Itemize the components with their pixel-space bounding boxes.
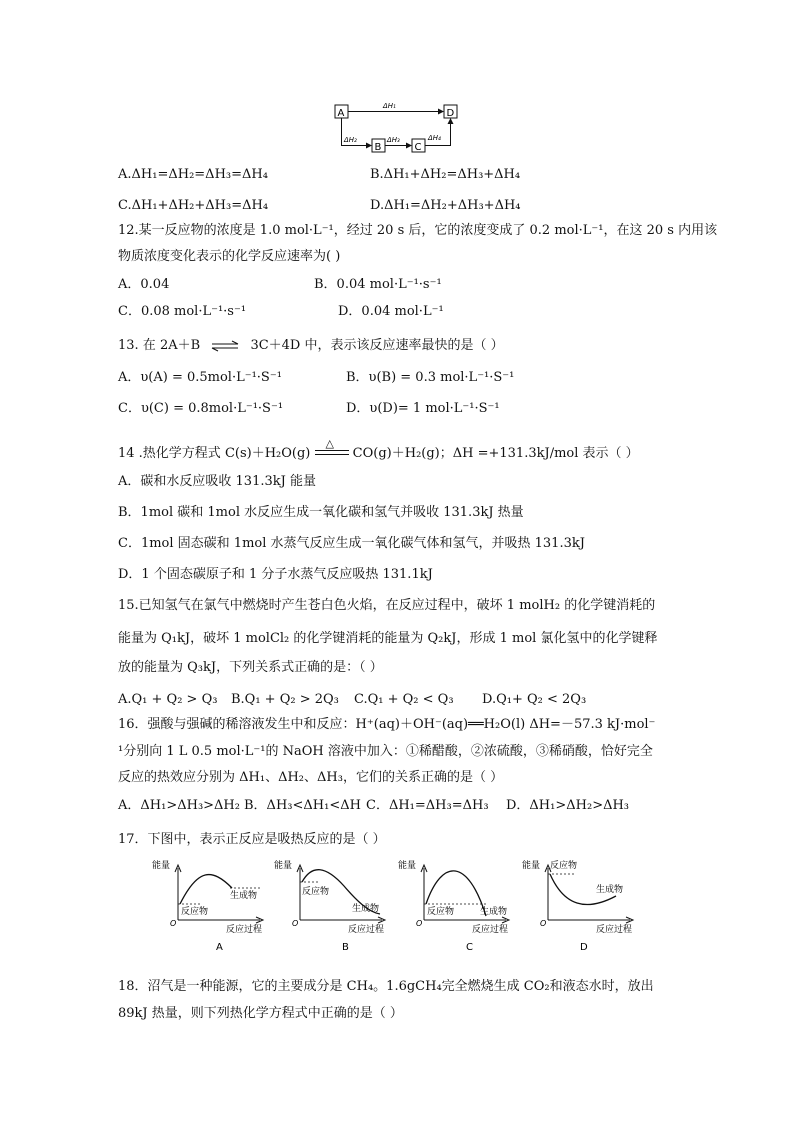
q14-option-a: A．碳和水反应吸收 131.3kJ 能量: [118, 474, 316, 489]
q14-option-c: C．1mol 固态碳和 1mol 水蒸气反应生成一氧化碳气体和氢气，并吸热 131.3kJ: [118, 536, 585, 551]
reactant-label: 反应物: [302, 887, 330, 897]
box-b-label: B: [374, 142, 382, 153]
x-axis-label: 反应过程: [348, 925, 385, 935]
q15-option-d: D.Q₁+ Q₂ < 2Q₃: [482, 692, 587, 707]
q13-option-b: B．υ(B) = 0.3 mol·L⁻¹·S⁻¹: [346, 370, 515, 385]
reactant-label: 反应物: [427, 907, 455, 917]
q12-options-row2: [118, 303, 444, 321]
q12-option-d: D．0.04 mol·L⁻¹: [338, 304, 444, 319]
q14-stem-pre: 14 .热化学方程式 C(s)＋H₂O(g): [118, 446, 311, 461]
box-d-label: D: [446, 108, 455, 119]
energy-diagram-c: [396, 856, 516, 956]
q16-option-b: B．ΔH₃<ΔH₁<ΔH: [244, 798, 361, 813]
q13-stem-post: 3C＋4D 中，表示该反应速率最快的是（ ）: [250, 338, 504, 353]
q11-option-b: B.ΔH₁+ΔH₂=ΔH₃+ΔH₄: [370, 167, 521, 182]
dh3-label: ΔH₃: [387, 136, 400, 144]
q15-stem-line2: 能量为 Q₁kJ，破坏 1 molCl₂ 的化学键消耗的能量为 Q₂kJ，形成 1 mol 氯化氢中的化学键释: [118, 631, 658, 646]
q15-option-a: A.Q₁ + Q₂ > Q₃: [118, 692, 218, 707]
enthalpy-cycle-diagram: [326, 100, 466, 160]
caption-c: C: [466, 942, 473, 953]
q11-option-c: C.ΔH₁+ΔH₂+ΔH₃=ΔH₄: [118, 198, 269, 213]
caption-a: A: [216, 942, 223, 953]
q16-option-c: C．ΔH₁=ΔH₃=ΔH₃: [366, 798, 489, 813]
y-axis-label: 能量: [152, 861, 171, 871]
q11-options-row1: [118, 166, 521, 184]
energy-diagram-d: [520, 856, 640, 956]
origin-label: O: [540, 919, 547, 928]
product-label: 生成物: [480, 907, 508, 917]
q16-stem-line1: 16．强酸与强碱的稀溶液发生中和反应：H⁺(aq)＋OH⁻(aq)══H₂O(l) ΔH=－57.3 kJ·mol⁻: [118, 717, 656, 732]
q12-option-b: B．0.04 mol·L⁻¹·s⁻¹: [314, 277, 442, 292]
equilibrium-arrow-icon: [210, 340, 240, 352]
q18-stem-line2: 89kJ 热量，则下列热化学方程式中正确的是（ ）: [118, 1006, 403, 1021]
q15-options-row: [118, 691, 587, 709]
q17-stem: 17．下图中，表示正反应是吸热反应的是（ ）: [118, 832, 386, 847]
q13-options-row1: [118, 369, 515, 387]
q18-stem-line1: 18．沼气是一种能源，它的主要成分是 CH₄。1.6gCH₄完全燃烧生成 CO₂和液态水时，放出: [118, 979, 654, 994]
dh4-label: ΔH₄: [428, 134, 441, 142]
q13-option-c: C．υ(C) = 0.8mol·L⁻¹·S⁻¹: [118, 401, 284, 416]
q14-reaction-condition: △: [315, 447, 349, 461]
origin-label: O: [416, 919, 423, 928]
q15-option-c: C.Q₁ + Q₂ < Q₃: [354, 692, 454, 707]
energy-diagram-b: [272, 856, 392, 956]
box-c-label: C: [414, 142, 422, 153]
dh2-label: ΔH₂: [344, 136, 357, 144]
product-label: 生成物: [596, 885, 624, 895]
q16-option-d: D．ΔH₁>ΔH₂>ΔH₃: [506, 798, 630, 813]
caption-b: B: [342, 942, 349, 953]
box-a-label: A: [337, 108, 345, 119]
reactant-label: 反应物: [550, 861, 578, 871]
q13-stem-pre: 13. 在 2A＋B: [118, 338, 201, 353]
reactant-label: 反应物: [181, 907, 209, 917]
q15-option-b: B.Q₁ + Q₂ > 2Q₃: [231, 692, 339, 707]
q13-option-d: D．υ(D)= 1 mol·L⁻¹·S⁻¹: [346, 401, 500, 416]
y-axis-label: 能量: [274, 861, 293, 871]
q14-stem-post: CO(g)＋H₂(g)；ΔH =+131.3kJ/mol 表示（ ）: [352, 446, 639, 461]
y-axis-label: 能量: [522, 861, 541, 871]
q13-option-a: A．υ(A) = 0.5mol·L⁻¹·S⁻¹: [118, 370, 282, 385]
q12-options-row1: [118, 276, 442, 294]
q16-stem-line2: ¹分别向 1 L 0.5 mol·L⁻¹的 NaOH 溶液中加入：①稀醋酸，②浓硫酸，③稀硝酸，恰好完全: [118, 744, 653, 759]
q15-stem-line1: 15.已知氢气在氯气中燃烧时产生苍白色火焰，在反应过程中，破坏 1 molH₂ 的化学键消耗的: [118, 598, 656, 613]
q11-option-d: D.ΔH₁=ΔH₂+ΔH₃+ΔH₄: [370, 198, 521, 213]
caption-d: D: [580, 942, 588, 953]
q13-options-row2: [118, 400, 500, 418]
q11-options-row2: [118, 197, 521, 215]
q14-option-d: D．1 个固态碳原子和 1 分子水蒸气反应吸热 131.1kJ: [118, 567, 433, 582]
q14-option-b: B．1mol 碳和 1mol 水反应生成一氧化碳和氢气并吸收 131.3kJ 热量: [118, 505, 524, 520]
dh1-label: ΔH₁: [383, 102, 396, 110]
product-label: 生成物: [230, 891, 258, 901]
x-axis-label: 反应过程: [472, 925, 509, 935]
q12-option-a: A．0.04: [118, 277, 170, 292]
q16-option-a: A．ΔH₁>ΔH₃>ΔH₂: [118, 798, 240, 813]
q12-stem-line1: 12.某一反应物的浓度是 1.0 mol·L⁻¹，经过 20 s 后，它的浓度变成了 0.2 mol·L⁻¹，在这 20 s 内用该: [118, 223, 718, 238]
q11-option-a: A.ΔH₁=ΔH₂=ΔH₃=ΔH₄: [118, 167, 268, 182]
q16-stem-line3: 反应的热效应分别为 ΔH₁、ΔH₂、ΔH₃，它们的关系正确的是（ ）: [118, 770, 504, 785]
energy-diagram-a: [150, 856, 270, 956]
q13-stem: [118, 337, 504, 355]
q12-stem-line2: 物质浓度变化表示的化学反应速率为( ): [118, 249, 341, 264]
q16-options-row: [118, 797, 630, 815]
x-axis-label: 反应过程: [226, 925, 263, 935]
q15-stem-line3: 放的能量为 Q₃kJ，下列关系式正确的是：（ ）: [118, 660, 383, 675]
origin-label: O: [170, 919, 177, 928]
q12-option-c: C．0.08 mol·L⁻¹·s⁻¹: [118, 304, 247, 319]
y-axis-label: 能量: [398, 861, 417, 871]
product-label: 生成物: [352, 904, 380, 914]
x-axis-label: 反应过程: [596, 925, 633, 935]
origin-label: O: [292, 919, 299, 928]
q14-stem: [118, 436, 639, 463]
